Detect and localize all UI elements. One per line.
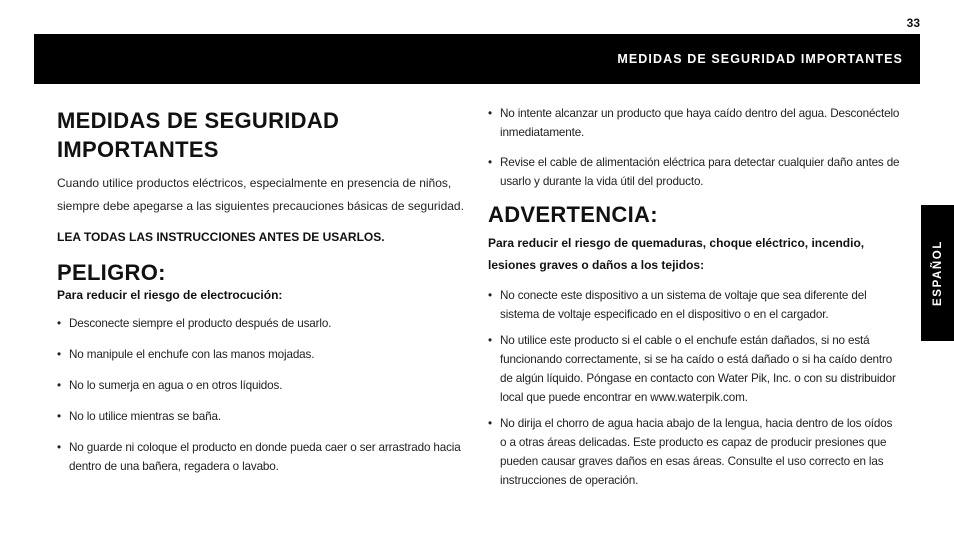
header-title: MEDIDAS DE SEGURIDAD IMPORTANTES	[617, 52, 903, 66]
list-item: • No lo sumerja en agua o en otros líquidos.	[57, 376, 469, 395]
header-bar	[34, 34, 920, 84]
warning-heading: ADVERTENCIA:	[488, 202, 658, 227]
warning-list	[488, 286, 900, 490]
list-item: • No lo utilice mientras se baña.	[57, 407, 469, 426]
page-number: 33	[906, 16, 920, 30]
list-item: • No utilice este producto si el cable o el enchufe están dañados, si no está funcionando correctamente, si se ha caído o está dañado o si ha caído dentro de algún líquido. Póngase en contacto con Water Pik, Inc. o con su distribuidor local que puede encontrar en www.waterpik.com.	[488, 331, 900, 407]
list-item: • No dirija el chorro de agua hacia abajo de la lengua, hacia dentro de los oídos o a otras áreas delicadas. Este producto es capaz de producir presiones que pueden causar graves daños en esas áreas. Consulte el uso correcto en las instrucciones de operación.	[488, 414, 900, 490]
list-item: • No manipule el enchufe con las manos mojadas.	[57, 345, 469, 364]
danger-heading: PELIGRO:	[57, 260, 166, 285]
language-tab	[921, 205, 954, 341]
danger-list	[57, 314, 469, 476]
list-item: • No guarde ni coloque el producto en donde pueda caer o ser arrastrado hacia dentro de una bañera, regadera o lavabo.	[57, 438, 469, 476]
list-item: • Desconecte siempre el producto después de usarlo.	[57, 314, 469, 333]
language-tab-label: ESPAÑOL	[931, 240, 944, 306]
left-column	[57, 106, 469, 488]
read-instructions-notice: LEA TODAS LAS INSTRUCCIONES ANTES DE USARLOS.	[57, 230, 385, 244]
list-item: • No intente alcanzar un producto que haya caído dentro del agua. Desconéctelo inmediatamente.	[488, 104, 900, 142]
list-item: • No conecte este dispositivo a un sistema de voltaje que sea diferente del sistema de voltaje especificado en el dispositivo o en el cargador.	[488, 286, 900, 324]
section-title: MEDIDAS DE SEGURIDAD IMPORTANTES	[57, 108, 340, 162]
danger-list-continued	[488, 104, 900, 191]
warning-subheading: Para reducir el riesgo de quemaduras, choque eléctrico, incendio, lesiones graves o daños a los tejidos:	[488, 236, 865, 272]
danger-subheading: Para reducir el riesgo de electrocución:	[57, 288, 283, 302]
intro-paragraph: Cuando utilice productos eléctricos, especialmente en presencia de niños, siempre debe apegarse a las siguientes precauciones básicas de seguridad.	[57, 176, 464, 213]
right-column	[488, 104, 900, 497]
list-item: • Revise el cable de alimentación eléctrica para detectar cualquier daño antes de usarlo y durante la vida útil del producto.	[488, 153, 900, 191]
